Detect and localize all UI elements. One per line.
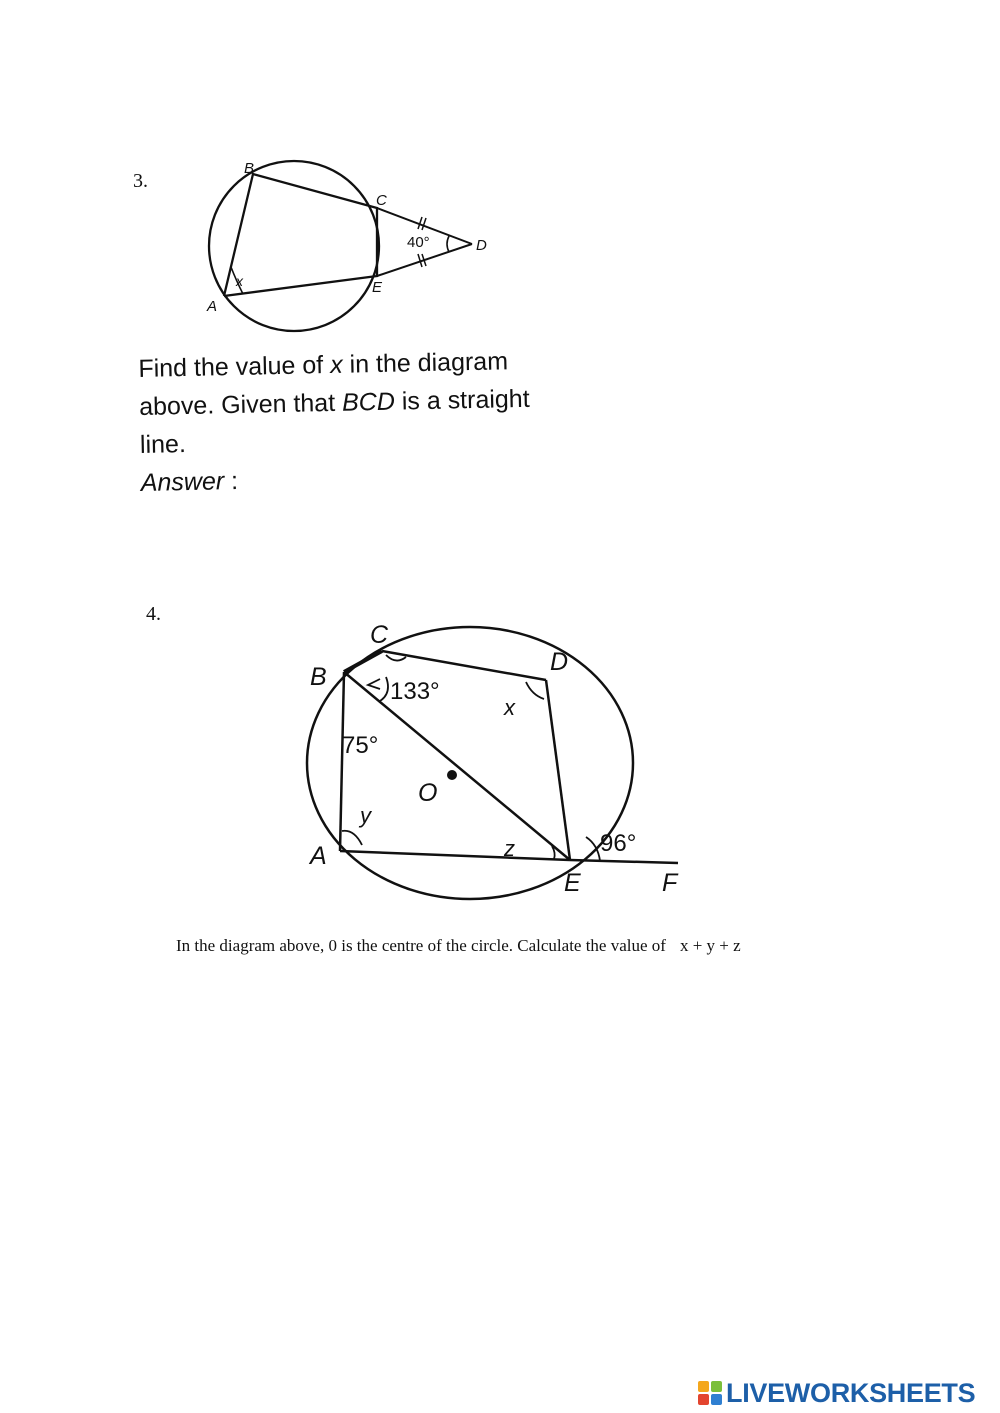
q3-prompt-line1: Find the value of xyxy=(138,351,324,383)
q4-label-o: O xyxy=(418,779,438,807)
q3-answer-colon: : xyxy=(230,466,239,496)
q3-label-d: D xyxy=(476,237,487,254)
q3-label-b: B xyxy=(244,160,255,177)
q4-label-d: D xyxy=(550,648,569,676)
q3-prompt-line1-end: in the diagram xyxy=(349,347,509,379)
q3-label-a: A xyxy=(207,298,218,315)
q3-prompt-line2-end: is a straight xyxy=(401,384,530,416)
q4-angle-133: 133° xyxy=(390,678,440,705)
q3-label-x: x xyxy=(236,273,243,289)
q3-prompt-line3: line. xyxy=(139,430,187,459)
question-3-diagram xyxy=(190,150,520,350)
question-4-number: 4. xyxy=(146,603,161,625)
q3-label-c: C xyxy=(376,192,387,209)
q4-prompt-text: In the diagram above, 0 is the centre of the circle. Calculate the value of xyxy=(176,936,666,955)
question-4-diagram xyxy=(300,615,710,905)
q4-label-c: C xyxy=(370,621,389,649)
q3-answer-label: Answer xyxy=(140,467,225,497)
liveworksheets-logo-icon xyxy=(698,1381,722,1405)
q4-expression: x + y + z xyxy=(679,936,741,955)
liveworksheets-brand xyxy=(698,1378,975,1408)
q4-label-x: x xyxy=(504,695,515,720)
q4-angle-75: 75° xyxy=(342,732,379,759)
q4-label-z: z xyxy=(504,836,515,861)
q4-label-f: F xyxy=(662,869,678,897)
question-3-number: 3. xyxy=(133,170,148,192)
q4-label-e: E xyxy=(564,869,581,897)
question-4-prompt xyxy=(176,936,741,956)
q4-label-b: B xyxy=(310,663,327,691)
question-3-prompt xyxy=(138,340,641,502)
q3-label-e: E xyxy=(372,279,383,296)
q3-prompt-line-name: BCD xyxy=(341,387,396,417)
q4-label-a: A xyxy=(310,842,327,870)
q4-angle-96: 96° xyxy=(600,830,637,857)
q3-prompt-var: x xyxy=(329,350,343,379)
q3-prompt-line2-start: above. Given that xyxy=(138,388,336,421)
brand-name: LIVEWORKSHEETS xyxy=(726,1377,976,1408)
q3-angle-40: 40° xyxy=(407,234,430,251)
q4-label-y: y xyxy=(360,803,371,828)
